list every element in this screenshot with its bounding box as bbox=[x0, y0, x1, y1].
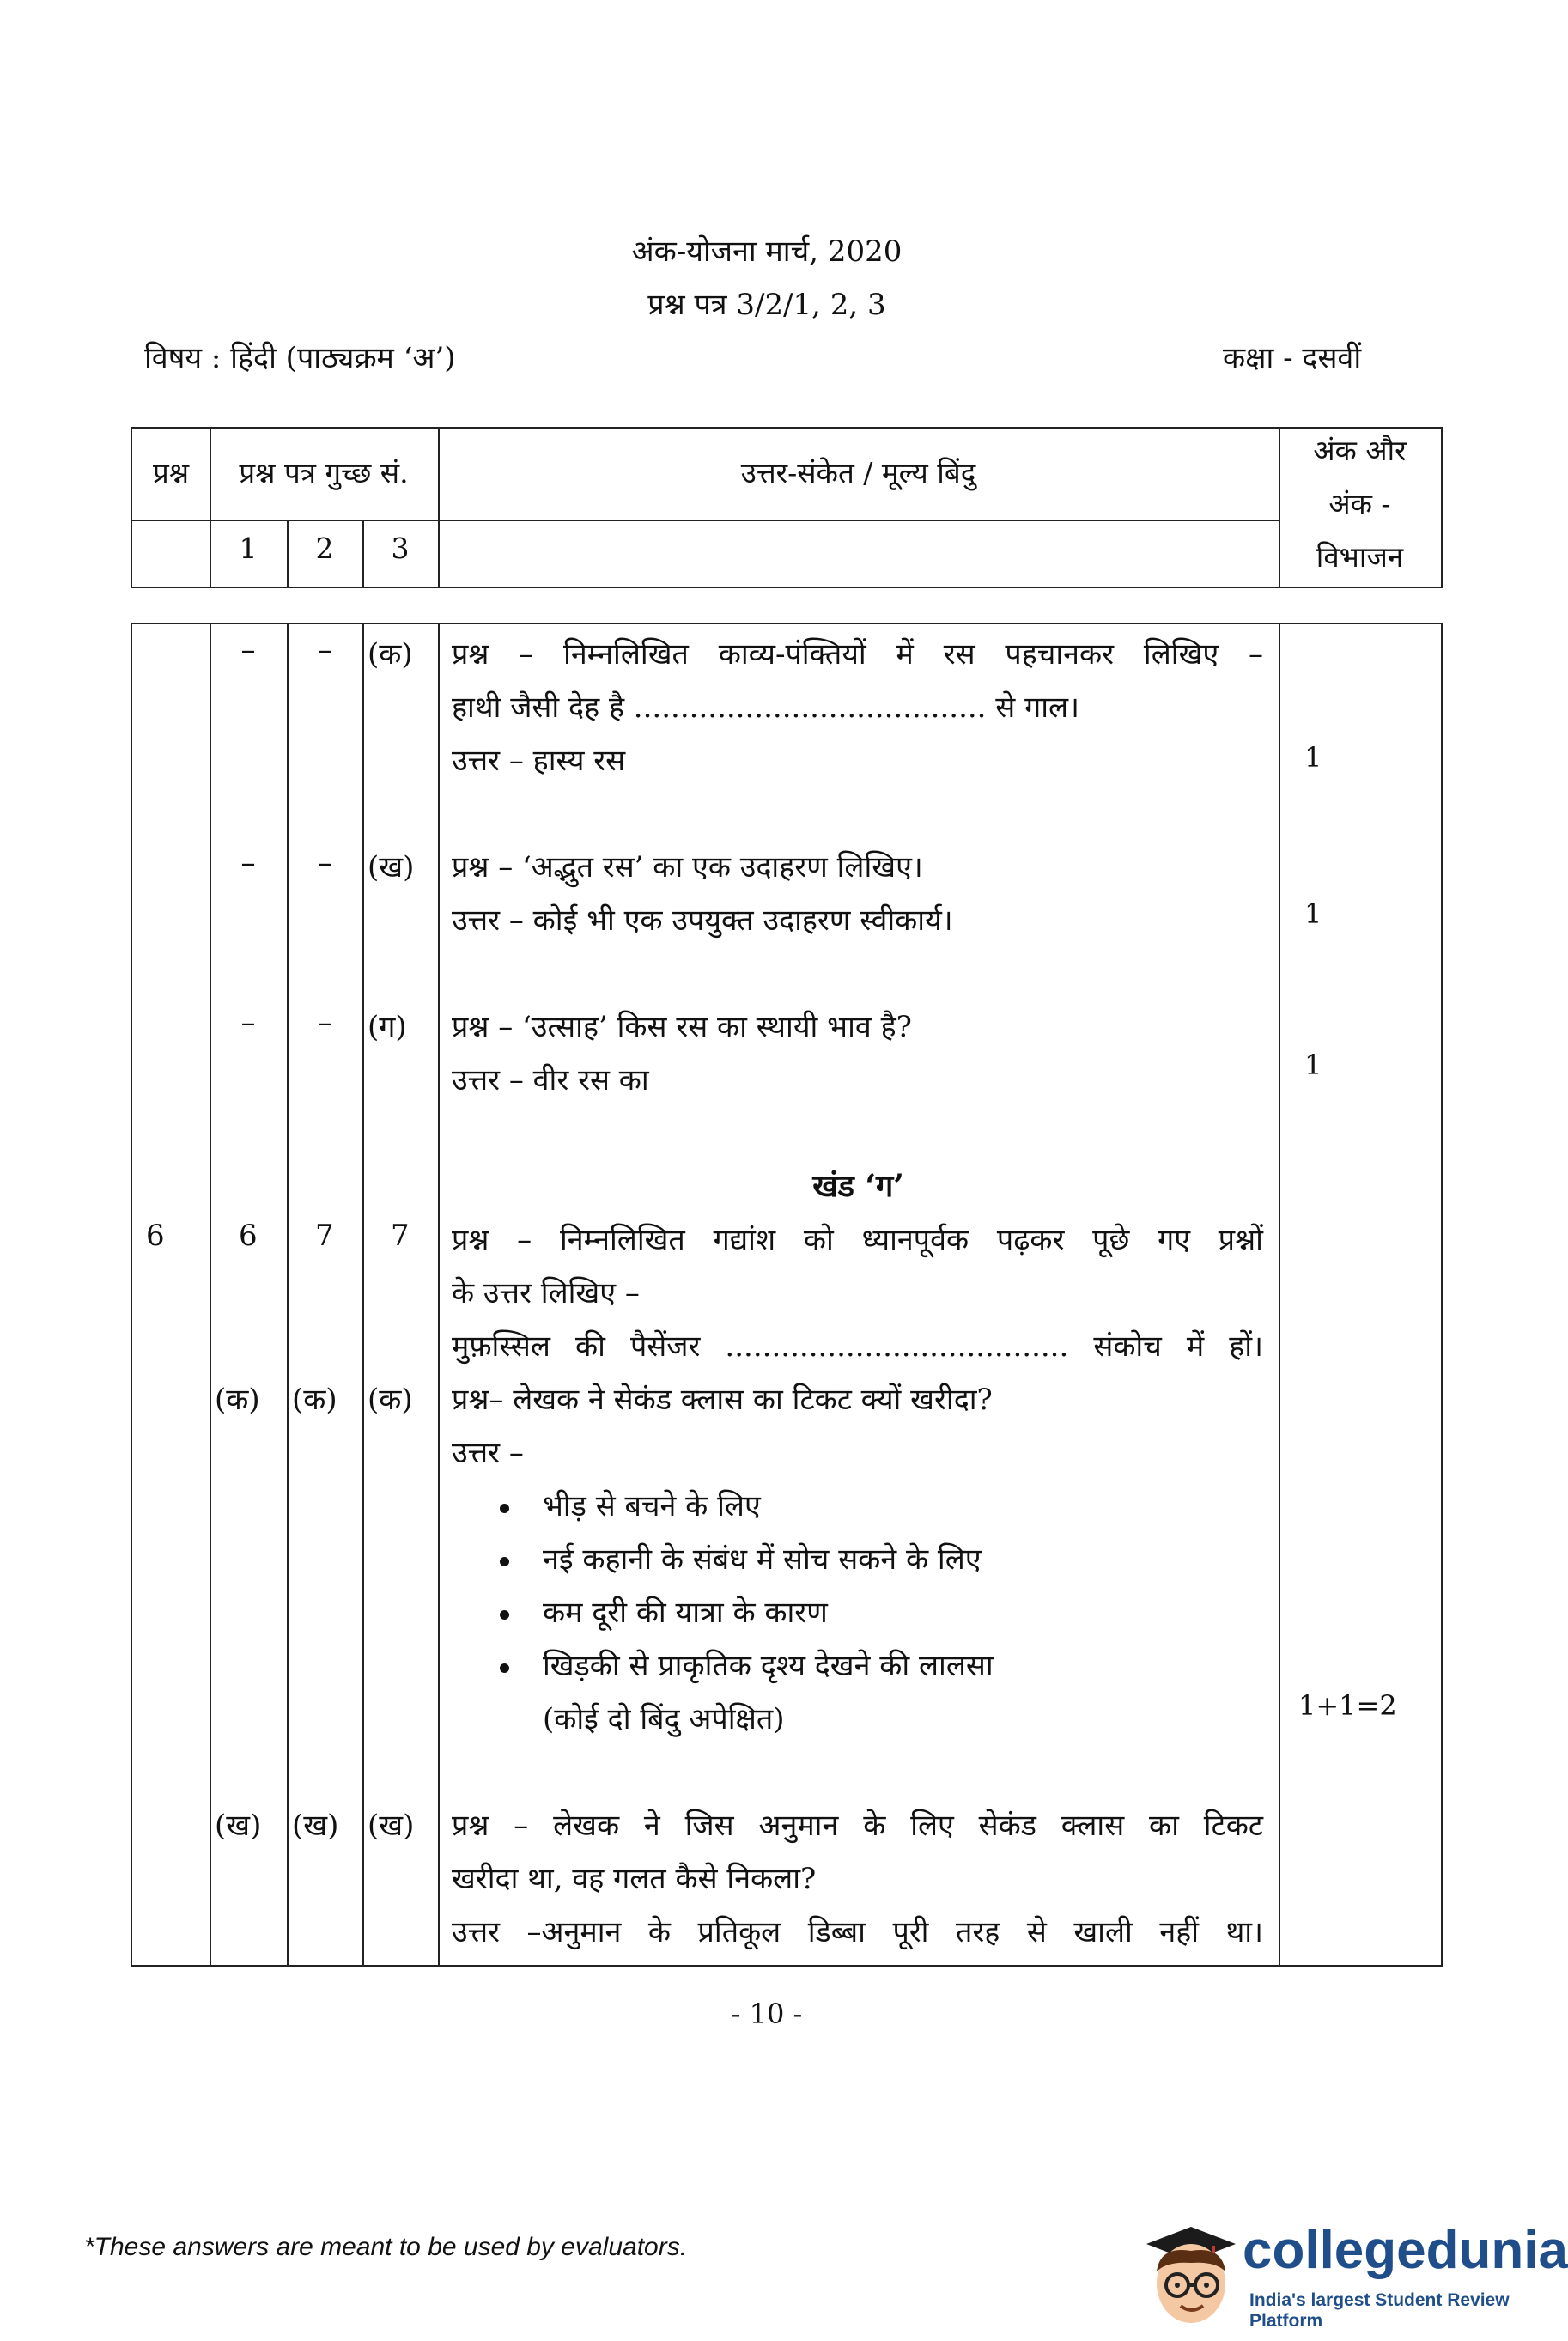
set1-dash: – bbox=[240, 633, 256, 667]
header-col-set: प्रश्न पत्र गुच्छ सं. bbox=[239, 456, 409, 489]
row-label: (ख) bbox=[368, 850, 415, 885]
header-col-marks-3: विभाजन bbox=[1316, 540, 1404, 574]
question-text: प्रश्न– लेखक ने सेकंड क्लास का टिकट क्यों खरीदा? bbox=[452, 1383, 993, 1417]
bullet-item: भीड़ से बचने के लिए bbox=[543, 1489, 761, 1523]
set3-label: (क) bbox=[368, 1383, 413, 1417]
passage-excerpt: मुफ़स्सिल की पैसेंजर ..................................... संकोच में हों। bbox=[452, 1329, 1263, 1364]
set3-number: 7 bbox=[391, 1219, 410, 1253]
header-set-3: 3 bbox=[391, 532, 410, 565]
bullet-icon bbox=[500, 1557, 509, 1566]
row-label: (ग) bbox=[368, 1010, 407, 1044]
answer-text: उत्तर – कोई भी एक उपयुक्त उदाहरण स्वीकार्य। bbox=[452, 903, 953, 938]
logo-wordmark: collegedunia bbox=[1243, 2221, 1568, 2280]
set2-number: 7 bbox=[315, 1219, 334, 1253]
answer-text: उत्तर – हास्य रस bbox=[452, 744, 626, 778]
mascot-icon bbox=[1138, 2211, 1241, 2332]
bullet-icon bbox=[500, 1504, 509, 1513]
bullet-icon bbox=[500, 1663, 509, 1673]
passage-instruction: प्रश्न – निम्नलिखित गद्यांश को ध्यानपूर्वक पढ़कर पूछे गए प्रश्नों bbox=[452, 1223, 1263, 1257]
bullet-icon bbox=[500, 1610, 509, 1620]
marks-value: 1 bbox=[1304, 1049, 1322, 1081]
page-number: - 10 - bbox=[731, 1997, 803, 2030]
set2-dash: – bbox=[317, 1006, 332, 1040]
answer-text: उत्तर – वीर रस का bbox=[452, 1063, 649, 1098]
header-col-question: प्रश्न bbox=[152, 456, 190, 489]
set2-dash: – bbox=[317, 633, 332, 667]
answer-table bbox=[131, 623, 1443, 1967]
document-title: अंक-योजना मार्च, 2020 bbox=[631, 234, 903, 269]
bullet-item: खिड़की से प्राकृतिक दृश्य देखने की लालसा bbox=[543, 1649, 994, 1683]
question-paper-code: प्रश्न पत्र 3/2/1, 2, 3 bbox=[647, 288, 886, 322]
question-text: प्रश्न – ‘उत्साह’ किस रस का स्थायी भाव है? bbox=[452, 1010, 912, 1044]
set2-label: (ख) bbox=[292, 1809, 339, 1843]
question-text: प्रश्न – निम्नलिखित काव्य-पंक्तियों में रस पहचानकर लिखिए – bbox=[452, 637, 1263, 672]
logo-tagline: India's largest Student Review Platform bbox=[1249, 2290, 1510, 2331]
question-text: खरीदा था, वह गलत कैसे निकला? bbox=[452, 1862, 817, 1896]
set2-label: (क) bbox=[292, 1383, 337, 1417]
marks-value: 1 bbox=[1304, 741, 1322, 774]
answer-note: (कोई दो बिंदु अपेक्षित) bbox=[543, 1702, 785, 1736]
subject-label: विषय : हिंदी (पाठ्यक्रम ‘अ’) bbox=[144, 341, 456, 375]
header-col-answer: उत्तर-संकेत / मूल्य बिंदु bbox=[740, 456, 976, 489]
header-table bbox=[131, 427, 1443, 588]
set1-dash: – bbox=[240, 1006, 256, 1040]
set3-label: (ख) bbox=[368, 1809, 415, 1843]
question-text: हाथी जैसी देह है ...................................... से गाल। bbox=[452, 690, 1079, 725]
answer-label: उत्तर – bbox=[452, 1436, 524, 1470]
set1-dash: – bbox=[240, 846, 256, 880]
passage-instruction: के उत्तर लिखिए – bbox=[452, 1276, 640, 1310]
bullet-item: नई कहानी के संबंध में सोच सकने के लिए bbox=[543, 1542, 982, 1577]
section-heading: खंड ‘ग’ bbox=[812, 1168, 904, 1204]
header-col-marks-1: अंक और bbox=[1313, 434, 1407, 467]
marks-value: 1 bbox=[1304, 897, 1322, 930]
set2-dash: – bbox=[317, 846, 332, 880]
footer-note: *These answers are meant to be used by evaluators. bbox=[84, 2233, 688, 2261]
set1-number: 6 bbox=[239, 1219, 258, 1253]
header-set-2: 2 bbox=[315, 532, 334, 565]
set1-label: (क) bbox=[215, 1383, 260, 1417]
collegedunia-logo bbox=[1138, 2211, 1568, 2332]
row-label: (क) bbox=[368, 637, 413, 672]
header-set-1: 1 bbox=[239, 532, 258, 565]
answer-text: उत्तर –अनुमान के प्रतिकूल डिब्बा पूरी तरह से खाली नहीं था। bbox=[452, 1915, 1263, 1949]
question-text: प्रश्न – लेखक ने जिस अनुमान के लिए सेकंड क्लास का टिकट bbox=[452, 1809, 1263, 1843]
class-label: कक्षा - दसवीं bbox=[1223, 341, 1362, 375]
question-number: 6 bbox=[146, 1219, 165, 1253]
marks-value: 1+1=2 bbox=[1298, 1689, 1397, 1722]
bullet-item: कम दूरी की यात्रा के कारण bbox=[543, 1596, 828, 1630]
set1-label: (ख) bbox=[215, 1809, 262, 1843]
question-text: प्रश्न – ‘अद्भुत रस’ का एक उदाहरण लिखिए। bbox=[452, 850, 923, 885]
header-col-marks-2: अंक - bbox=[1328, 487, 1391, 520]
